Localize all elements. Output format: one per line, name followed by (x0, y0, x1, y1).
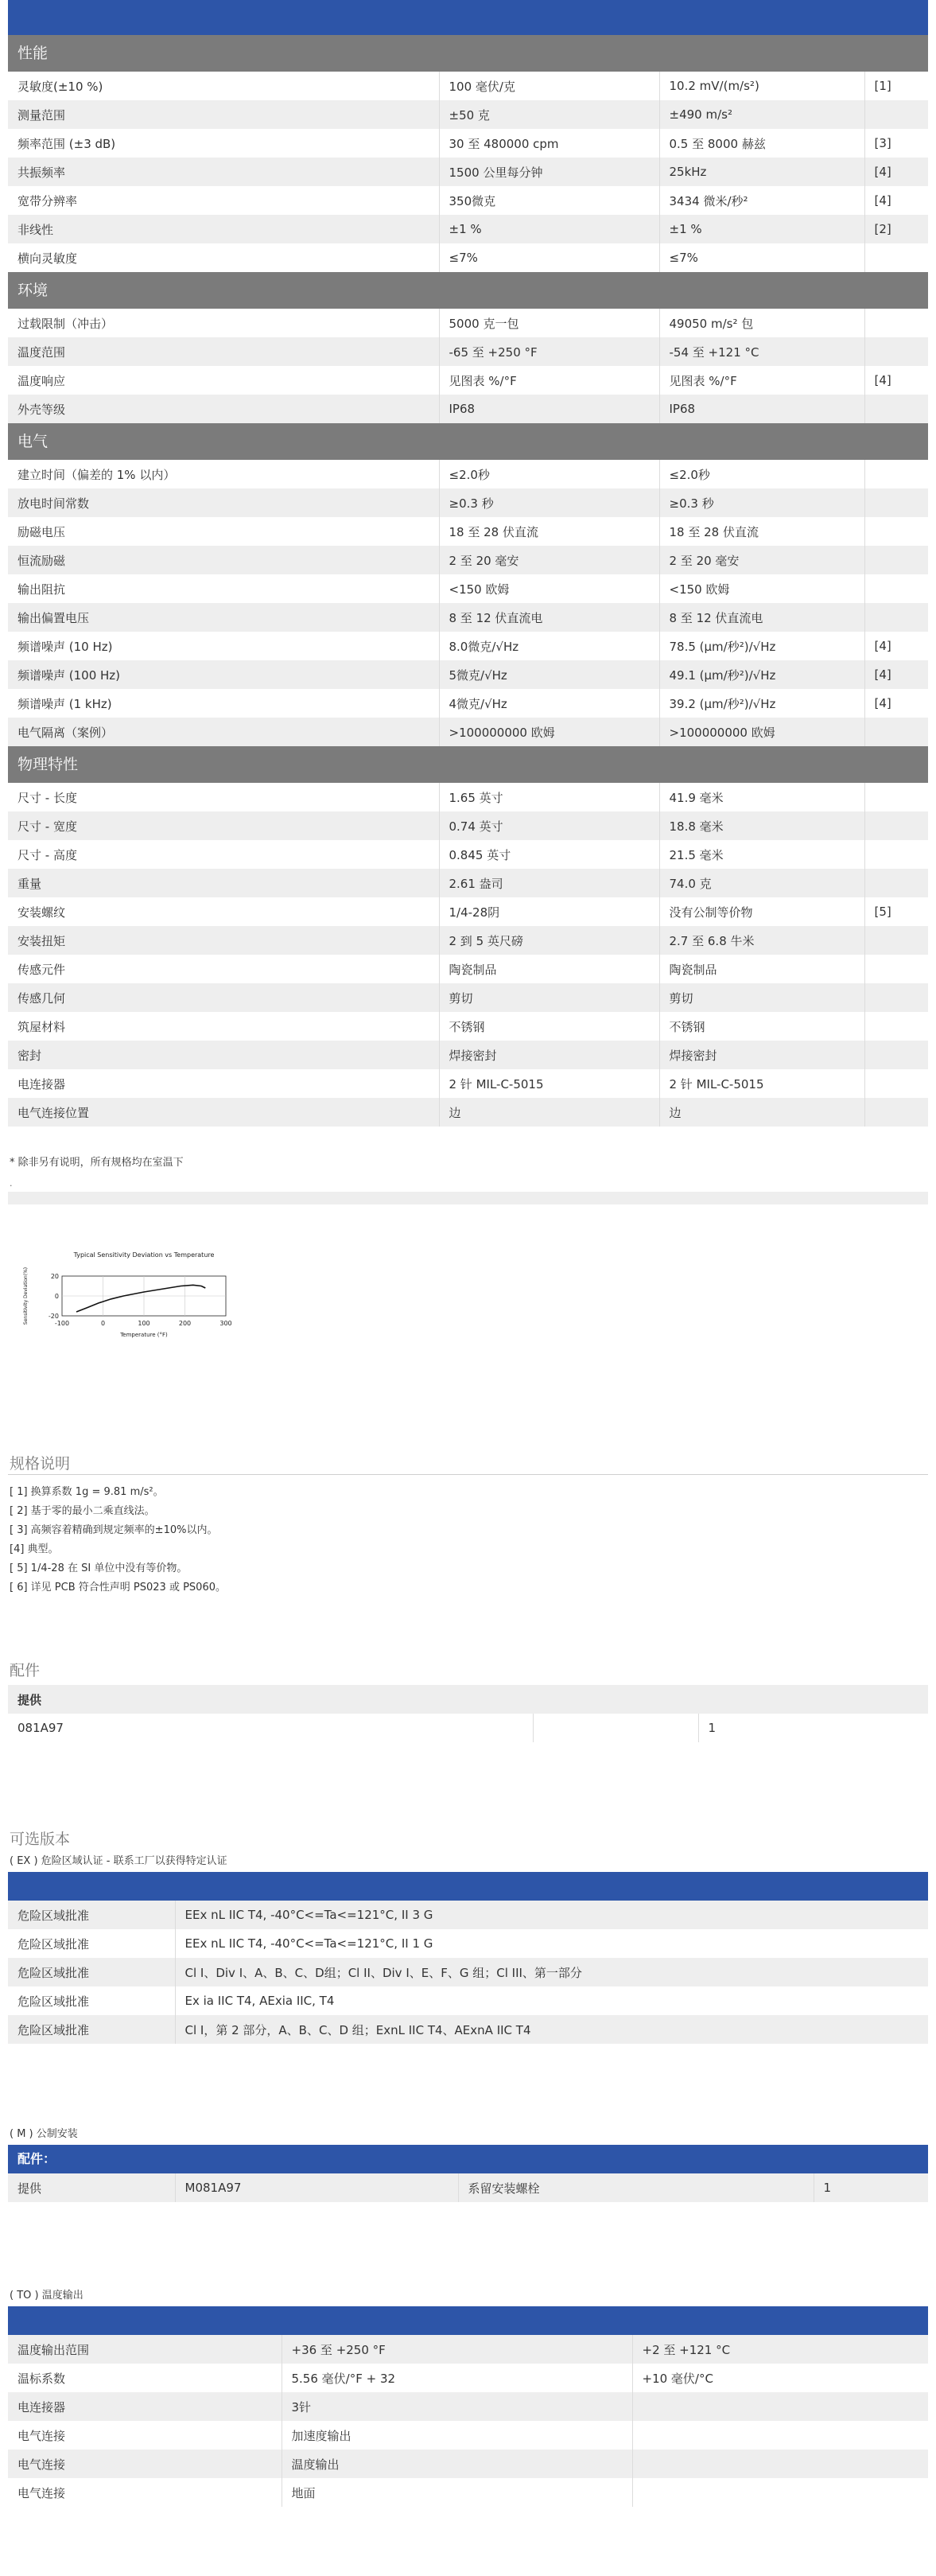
spec-note-ref: [1] (864, 72, 928, 100)
spec-note-ref (864, 546, 928, 574)
to-value-si (632, 2450, 928, 2478)
temperature-output-row (8, 2450, 928, 2478)
spec-note-ref (864, 395, 928, 423)
temperature-output-row (8, 2421, 928, 2450)
spec-value-imperial: 4微克/√Hz (439, 689, 659, 718)
spec-note-ref (864, 1069, 928, 1098)
spec-value-si: 3434 微米/秒² (659, 186, 864, 215)
spec-row (8, 243, 928, 272)
spec-value-imperial: 350微克 (439, 186, 659, 215)
ex-approvals-table (8, 1901, 928, 2044)
spec-label: 重量 (8, 869, 439, 897)
spec-row (8, 186, 928, 215)
spec-row (8, 546, 928, 574)
spec-value-imperial: 1/4-28阴 (439, 897, 659, 926)
spec-row (8, 689, 928, 718)
spec-row (8, 926, 928, 955)
spec-value-si: 见图表 %/°F (659, 366, 864, 395)
accessory-model: 081A97 (8, 1714, 533, 1742)
spec-note-item: [4] 典型。 (10, 1543, 59, 1555)
spec-row (8, 955, 928, 983)
spec-note-item: [ 2] 基于零的最小二乘直线法。 (10, 1505, 155, 1517)
spec-row (8, 840, 928, 869)
spec-value-si: 18.8 毫米 (659, 811, 864, 840)
spec-value-imperial: ±50 克 (439, 100, 659, 129)
spec-value-si: 49.1 (μm/秒²)/√Hz (659, 660, 864, 689)
spec-value-si: ±490 m/s² (659, 100, 864, 129)
to-value-imperial: 温度输出 (282, 2450, 632, 2478)
accessory-quantity: 1 (698, 1714, 928, 1742)
spec-label: 温度响应 (8, 366, 439, 395)
spec-label: 尺寸 - 高度 (8, 840, 439, 869)
spec-label: 灵敏度(±10 %) (8, 72, 439, 100)
spec-label: 频率范围 (±3 dB) (8, 129, 439, 158)
to-value-imperial: 地面 (282, 2478, 632, 2507)
spec-value-imperial: 1500 公里每分钟 (439, 158, 659, 186)
spec-note-ref (864, 869, 928, 897)
chart-x-axis-label: Temperature (°F) (120, 1332, 168, 1338)
ex-approval-value: Cl I，第 2 部分，A、B、C、D 组；ExnL IIC T4、AExnA IIC T4 (175, 2015, 928, 2044)
spec-label: 筑屋材料 (8, 1012, 439, 1041)
spec-note-ref: [4] (864, 660, 928, 689)
to-label: 电气连接 (8, 2421, 282, 2450)
spec-label: 电气连接位置 (8, 1098, 439, 1127)
ex-approval-label: 危险区域批准 (8, 1958, 175, 1986)
spec-value-imperial: 边 (439, 1098, 659, 1127)
spec-label: 尺寸 - 宽度 (8, 811, 439, 840)
room-temperature-footnote: * 除非另有说明，所有规格均在室温下 (10, 1157, 184, 1169)
spec-label: 传感几何 (8, 983, 439, 1012)
ex-approval-label: 危险区域批准 (8, 1986, 175, 2015)
ex-approval-value: Ex ia IIC T4, AExia IIC, T4 (175, 1986, 928, 2015)
spec-value-si: 39.2 (μm/秒²)/√Hz (659, 689, 864, 718)
spec-value-imperial: ≤7% (439, 243, 659, 272)
spec-note-item: [ 6] 详见 PCB 符合性声明 PS023 或 PS060。 (10, 1582, 226, 1593)
ex-approval-label: 危险区域批准 (8, 1901, 175, 1929)
spec-note-ref (864, 337, 928, 366)
spec-row (8, 1012, 928, 1041)
accessory-description (533, 1714, 698, 1742)
to-label: 电气连接 (8, 2450, 282, 2478)
spec-value-si: 0.5 至 8000 赫兹 (659, 129, 864, 158)
spec-label: 输出偏置电压 (8, 603, 439, 632)
spec-label: 共振频率 (8, 158, 439, 186)
spec-value-imperial: 5微克/√Hz (439, 660, 659, 689)
spec-note-ref: [4] (864, 186, 928, 215)
spec-label: 安装扭矩 (8, 926, 439, 955)
temperature-output-row (8, 2478, 928, 2507)
spec-row (8, 129, 928, 158)
m-accessories-header: 配件： (8, 2145, 928, 2173)
ex-subtitle: ( EX ) 危险区域认证 - 联系工厂以获得特定认证 (10, 1855, 227, 1867)
spec-value-si: -54 至 +121 °C (659, 337, 864, 366)
spec-value-imperial: 18 至 28 伏直流 (439, 517, 659, 546)
spec-value-si: 49050 m/s² 包 (659, 309, 864, 337)
m-accessory-model: M081A97 (175, 2173, 458, 2202)
spec-value-si: ≤2.0秒 (659, 460, 864, 488)
section-header-performance: 性能 (8, 35, 928, 72)
spec-notes-title: 规格说明 (8, 1453, 928, 1475)
spec-row (8, 660, 928, 689)
spec-note-ref: [4] (864, 632, 928, 660)
ex-approval-label: 危险区域批准 (8, 1929, 175, 1958)
spec-row (8, 869, 928, 897)
spec-note-ref (864, 840, 928, 869)
environment-table (8, 309, 928, 423)
spec-note-item: [ 3] 高频容着精确到规定频率的±10%以内。 (10, 1524, 218, 1536)
chart-y-tick-label: 20 (50, 1273, 59, 1280)
accessories-title: 配件 (10, 1662, 41, 1679)
spec-label: 频谱噪声 (1 kHz) (8, 689, 439, 718)
spec-note-ref (864, 243, 928, 272)
spec-value-imperial: 0.74 英寸 (439, 811, 659, 840)
spec-row (8, 395, 928, 423)
spec-value-imperial: 0.845 英寸 (439, 840, 659, 869)
dot-mark: . (10, 1178, 13, 1189)
spec-value-imperial: 5000 克一包 (439, 309, 659, 337)
spec-note-ref (864, 100, 928, 129)
spec-value-si: >100000000 欧姆 (659, 718, 864, 746)
spec-label: 输出阻抗 (8, 574, 439, 603)
spec-value-si: 2 针 MIL-C-5015 (659, 1069, 864, 1098)
spec-note-ref: [4] (864, 366, 928, 395)
spec-row (8, 811, 928, 840)
ex-approval-label: 危险区域批准 (8, 2015, 175, 2044)
spec-value-si: 18 至 28 伏直流 (659, 517, 864, 546)
spec-label: 建立时间（偏差的 1% 以内） (8, 460, 439, 488)
spec-label: 频谱噪声 (10 Hz) (8, 632, 439, 660)
spec-note-ref (864, 1041, 928, 1069)
spec-label: 安装螺纹 (8, 897, 439, 926)
ex-approval-row (8, 2015, 928, 2044)
electrical-table (8, 460, 928, 746)
ex-approval-value: EEx nL IIC T4, -40°C<=Ta<=121°C, II 1 G (175, 1929, 928, 1958)
spec-value-si: 21.5 毫米 (659, 840, 864, 869)
to-value-si: +10 毫伏/°C (632, 2364, 928, 2392)
ex-approval-row (8, 1986, 928, 2015)
spec-row (8, 783, 928, 811)
accessories-header: 提供 (8, 1685, 928, 1714)
spec-row (8, 1069, 928, 1098)
spec-label: 尺寸 - 长度 (8, 783, 439, 811)
sensitivity-temperature-chart (17, 1246, 256, 1365)
spec-value-si: 8 至 12 伏直流电 (659, 603, 864, 632)
to-subtitle: ( TO ) 温度输出 (10, 2290, 84, 2302)
spec-value-si: <150 欧姆 (659, 574, 864, 603)
performance-table (8, 72, 928, 272)
spec-value-imperial: ≤2.0秒 (439, 460, 659, 488)
accessory-row (8, 1714, 928, 1742)
spec-notes-list (8, 1483, 928, 1597)
spec-value-si: 41.9 毫米 (659, 783, 864, 811)
spec-value-si: 边 (659, 1098, 864, 1127)
spec-value-imperial: 见图表 %/°F (439, 366, 659, 395)
spec-row (8, 337, 928, 366)
m-subtitle: ( M ) 公制安装 (10, 2128, 78, 2140)
m-accessory-quantity: 1 (814, 2173, 928, 2202)
chart-x-tick-label: 0 (100, 1320, 106, 1327)
spec-value-si: 2 至 20 毫安 (659, 546, 864, 574)
to-blue-band (8, 2306, 928, 2335)
spec-note-item: [ 5] 1/4-28 在 SI 单位中没有等价物。 (10, 1562, 188, 1574)
spec-row (8, 460, 928, 488)
to-value-imperial: 5.56 毫伏/°F + 32 (282, 2364, 632, 2392)
spec-note-ref (864, 926, 928, 955)
grey-strip (8, 1192, 928, 1204)
spec-row (8, 983, 928, 1012)
section-header-electrical: 电气 (8, 423, 928, 460)
chart-y-tick-label: 0 (54, 1293, 59, 1300)
spec-label: 电连接器 (8, 1069, 439, 1098)
spec-row (8, 100, 928, 129)
to-value-si: +2 至 +121 °C (632, 2335, 928, 2364)
m-accessories-table (8, 2173, 928, 2202)
spec-note-ref (864, 488, 928, 517)
spec-label: 非线性 (8, 215, 439, 243)
spec-row (8, 718, 928, 746)
to-label: 电连接器 (8, 2392, 282, 2421)
ex-approval-row (8, 1929, 928, 1958)
spec-note-ref (864, 1098, 928, 1127)
spec-value-si: 不锈钢 (659, 1012, 864, 1041)
spec-row (8, 603, 928, 632)
accessories-table (8, 1685, 928, 1742)
spec-value-imperial: <150 欧姆 (439, 574, 659, 603)
spec-value-imperial: 2 到 5 英尺磅 (439, 926, 659, 955)
spec-value-imperial: 2 针 MIL-C-5015 (439, 1069, 659, 1098)
to-value-si (632, 2392, 928, 2421)
spec-row (8, 1098, 928, 1127)
spec-row (8, 215, 928, 243)
ex-approval-value: EEx nL IIC T4, -40°C<=Ta<=121°C, II 3 G (175, 1901, 928, 1929)
spec-value-si: 74.0 克 (659, 869, 864, 897)
chart-x-tick-label: -100 (54, 1320, 70, 1327)
spec-value-si: ±1 % (659, 215, 864, 243)
spec-value-imperial: 8.0微克/√Hz (439, 632, 659, 660)
spec-note-ref (864, 983, 928, 1012)
spec-note-ref (864, 574, 928, 603)
spec-note-ref (864, 783, 928, 811)
spec-value-imperial: IP68 (439, 395, 659, 423)
spec-label: 恒流励磁 (8, 546, 439, 574)
temperature-output-row (8, 2392, 928, 2421)
physical-table (8, 783, 928, 1127)
spec-value-si: 78.5 (μm/秒²)/√Hz (659, 632, 864, 660)
spec-value-si: 没有公制等价物 (659, 897, 864, 926)
spec-row (8, 366, 928, 395)
chart-svg (17, 1246, 256, 1365)
spec-value-imperial: ≥0.3 秒 (439, 488, 659, 517)
spec-row (8, 158, 928, 186)
spec-value-imperial: 100 毫伏/克 (439, 72, 659, 100)
chart-x-tick-label: 200 (178, 1320, 192, 1327)
spec-note-ref (864, 460, 928, 488)
spec-note-ref: [4] (864, 158, 928, 186)
spec-value-imperial: 陶瓷制品 (439, 955, 659, 983)
spec-value-imperial: 剪切 (439, 983, 659, 1012)
spec-note-ref: [2] (864, 215, 928, 243)
spec-row (8, 1041, 928, 1069)
spec-row (8, 574, 928, 603)
spec-note-ref (864, 603, 928, 632)
spec-note-ref: [3] (864, 129, 928, 158)
spec-label: 外壳等级 (8, 395, 439, 423)
spec-note-ref (864, 517, 928, 546)
to-label: 温标系数 (8, 2364, 282, 2392)
to-value-imperial: 加速度输出 (282, 2421, 632, 2450)
spec-value-imperial: 30 至 480000 cpm (439, 129, 659, 158)
spec-label: 传感元件 (8, 955, 439, 983)
spec-value-si: IP68 (659, 395, 864, 423)
spec-note-item: [ 1] 换算系数 1g = 9.81 m/s²。 (10, 1486, 164, 1498)
spec-value-si: 剪切 (659, 983, 864, 1012)
spec-value-si: ≤7% (659, 243, 864, 272)
spec-note-ref (864, 309, 928, 337)
spec-label: 温度范围 (8, 337, 439, 366)
spec-label: 横向灵敏度 (8, 243, 439, 272)
ex-blue-band (8, 1872, 928, 1901)
spec-value-si: 焊接密封 (659, 1041, 864, 1069)
spec-value-imperial: -65 至 +250 °F (439, 337, 659, 366)
section-header-physical: 物理特性 (8, 746, 928, 783)
to-value-si (632, 2478, 928, 2507)
spec-value-si: 10.2 mV/(m/s²) (659, 72, 864, 100)
ex-approval-row (8, 1901, 928, 1929)
spec-value-si: 陶瓷制品 (659, 955, 864, 983)
spec-value-imperial: 2.61 盎司 (439, 869, 659, 897)
accessories-header-row (8, 1685, 928, 1714)
ex-approval-row (8, 1958, 928, 1986)
spec-label: 过载限制（冲击） (8, 309, 439, 337)
spec-label: 测量范围 (8, 100, 439, 129)
spec-note-ref: [4] (864, 689, 928, 718)
spec-value-si: ≥0.3 秒 (659, 488, 864, 517)
top-blue-bar (8, 0, 928, 35)
chart-title: Typical Sensitivity Deviation vs Temperature (73, 1251, 215, 1259)
temperature-output-row (8, 2335, 928, 2364)
m-accessory-type: 提供 (8, 2173, 175, 2202)
chart-x-tick-label: 100 (138, 1320, 150, 1327)
spec-row (8, 309, 928, 337)
spec-note-ref (864, 1012, 928, 1041)
spec-row (8, 632, 928, 660)
spec-note-ref (864, 955, 928, 983)
spec-value-imperial: 1.65 英寸 (439, 783, 659, 811)
to-value-imperial: 3针 (282, 2392, 632, 2421)
temperature-output-row (8, 2364, 928, 2392)
m-accessory-description: 系留安装螺栓 (458, 2173, 814, 2202)
spec-note-ref (864, 811, 928, 840)
chart-x-tick-label: 300 (219, 1320, 232, 1327)
spec-note-ref: [5] (864, 897, 928, 926)
m-accessory-row (8, 2173, 928, 2202)
to-label: 温度输出范围 (8, 2335, 282, 2364)
spec-label: 宽带分辨率 (8, 186, 439, 215)
spec-value-si: 25kHz (659, 158, 864, 186)
ex-approval-value: Cl I、Div I、A、B、C、D组；Cl II、Div I、E、F、G 组；Cl III、第一部分 (175, 1958, 928, 1986)
spec-value-imperial: 2 至 20 毫安 (439, 546, 659, 574)
to-value-si (632, 2421, 928, 2450)
spec-value-imperial: 不锈钢 (439, 1012, 659, 1041)
chart-y-axis-label: Sensitivity Deviation(%) (23, 1267, 29, 1325)
section-header-environment: 环境 (8, 272, 928, 309)
spec-value-imperial: 8 至 12 伏直流电 (439, 603, 659, 632)
spec-value-imperial: ±1 % (439, 215, 659, 243)
spec-row (8, 72, 928, 100)
spec-value-imperial: >100000000 欧姆 (439, 718, 659, 746)
temperature-output-table (8, 2335, 928, 2507)
spec-label: 放电时间常数 (8, 488, 439, 517)
to-label: 电气连接 (8, 2478, 282, 2507)
spec-label: 频谱噪声 (100 Hz) (8, 660, 439, 689)
spec-value-si: 2.7 至 6.8 牛米 (659, 926, 864, 955)
spec-row (8, 897, 928, 926)
to-value-imperial: +36 至 +250 °F (282, 2335, 632, 2364)
spec-label: 励磁电压 (8, 517, 439, 546)
spec-note-ref (864, 718, 928, 746)
options-title: 可选版本 (10, 1831, 71, 1848)
spec-value-imperial: 焊接密封 (439, 1041, 659, 1069)
spec-label: 密封 (8, 1041, 439, 1069)
chart-y-tick-label: -20 (48, 1313, 59, 1320)
spec-label: 电气隔离（案例） (8, 718, 439, 746)
spec-row (8, 517, 928, 546)
spec-row (8, 488, 928, 517)
